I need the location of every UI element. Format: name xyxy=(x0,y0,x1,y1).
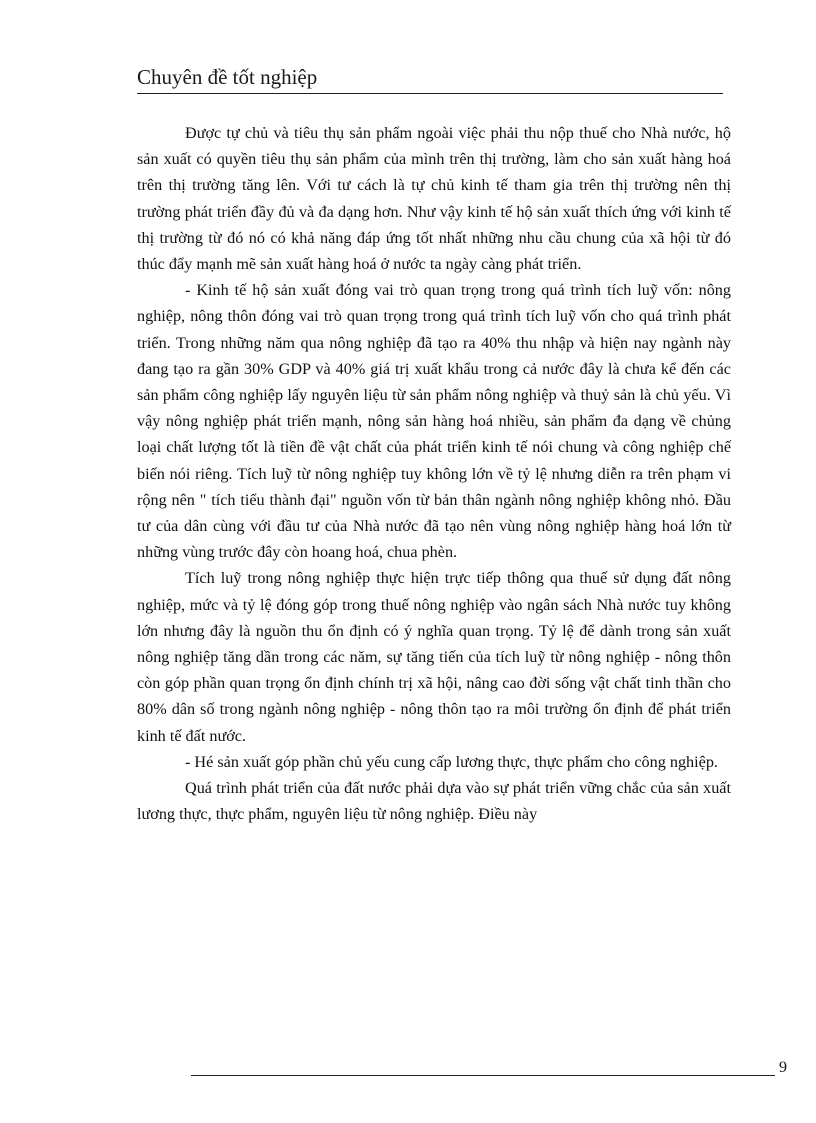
paragraph: Quá trình phát triển của đất nước phải dựa vào sự phát triển vững chắc của sản xuất lương thực, thực phẩm, nguyên liệu từ nông nghiệp. Điều này xyxy=(137,779,731,824)
paragraph: - Hé sản xuất góp phần chủ yếu cung cấp lương thực, thực phẩm cho công nghiệp. xyxy=(185,752,718,771)
footer-rule xyxy=(191,1075,775,1076)
page-footer xyxy=(191,1058,787,1080)
page-header xyxy=(137,64,723,94)
paragraph: Được tự chủ và tiêu thụ sản phẩm ngoài việc phải thu nộp thuế cho Nhà nước, hộ sản xuất có quyền tiêu thụ sản phẩm của mình trên thị trường, làm cho sản xuất hàng hoá trên thị trường tăng lên. Với tư cách là tự chủ kinh tế tham gia trên thị trường nên thị trường phát triển đầy đủ và đa dạng hơn. Như vậy kinh tế hộ sản xuất thích ứng với kinh tế thị trường từ đó nó có khả năng đáp ứng tốt nhất những nhu cầu chung của xã hội từ đó thúc đẩy mạnh mẽ sản xuất hàng hoá ở nước ta ngày càng phát triển. xyxy=(137,124,731,274)
paragraph: Tích luỹ trong nông nghiệp thực hiện trực tiếp thông qua thuế sử dụng đất nông nghiệp, mức và tỷ lệ đóng góp trong thuế nông nghiệp vào ngân sách Nhà nước tuy không lớn nhưng đây là nguồn thu ổn định có ý nghĩa quan trọng. Tỷ lệ để dành trong sản xuất nông nghiệp tăng dần trong các năm, sự tăng tiến của tích luỹ từ nông nghiệp - nông thôn còn góp phần quan trọng ổn định chính trị xã hội, nâng cao đời sống vật chất tinh thần cho 80% dân số trong ngành nông nghiệp - nông thôn tạo ra môi trường ổn định để phát triển kinh tế đất nước. xyxy=(137,569,731,745)
page-number: 9 xyxy=(779,1059,787,1076)
paragraph: - Kinh tế hộ sản xuất đóng vai trò quan trọng trong quá trình tích luỹ vốn: nông nghiệp, nông thôn đóng vai trò quan trọng trong quá trình tích luỹ vốn cho quá trình phát triển. Trong những năm qua nông nghiệp đã tạo ra 40% thu nhập và hiện nay ngành này đang tạo ra gần 30% GDP và 40% giá trị xuất khẩu trong cả nước đây là chưa kể đến các sản phẩm công nghiệp lấy nguyên liệu từ sản phẩm nông nghiệp và thuỷ sản là chủ yếu. Vì vậy nông nghiệp phát triển mạnh, nông sản hàng hoá nhiều, sản phẩm đa dạng về chủng loại chất lượng tốt là tiền đề vật chất của phát triển kinh tế nói chung và công nghiệp chế biến nói riêng. Tích luỹ từ nông nghiệp tuy không lớn về tỷ lệ nhưng diễn ra trên phạm vi rộng nên " tích tiểu thành đại" nguồn vốn từ bản thân ngành nông nghiệp không nhỏ. Đầu tư của dân cùng với đầu tư của Nhà nước đã tạo nên vùng nông nghiệp hàng hoá lớn từ những vùng trước đây còn hoang hoá, chua phèn. xyxy=(137,281,731,562)
header-title: Chuyên đề tốt nghiệp xyxy=(137,65,318,89)
document-body xyxy=(137,120,731,827)
